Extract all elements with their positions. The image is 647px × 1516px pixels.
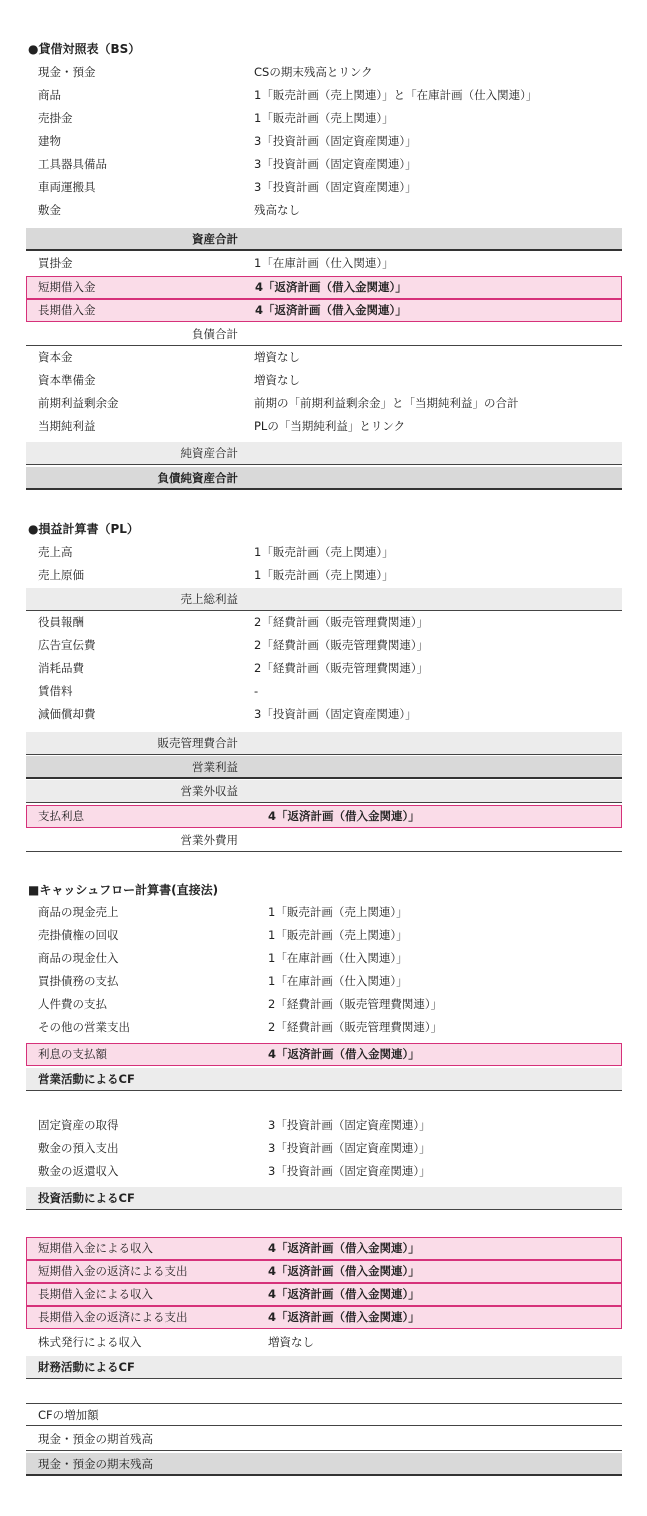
row-desc: 残高なし — [254, 203, 300, 217]
row-label: 株式発行による収入 — [38, 1335, 142, 1349]
row-desc: 1「在庫計画（仕入関連）」 — [268, 974, 408, 988]
row-desc: 増資なし — [254, 373, 300, 387]
pl-row — [26, 680, 622, 703]
bs-row — [26, 346, 622, 369]
row-label: 短期借入金 — [38, 280, 96, 294]
row-desc: 2「経費計画（販売管理費関連）」 — [254, 661, 429, 675]
subtotal-label: 営業利益 — [192, 760, 238, 774]
row-desc: 3「投資計画（固定資産関連）」 — [254, 180, 417, 194]
row-label: 前期利益剰余金 — [38, 396, 119, 410]
subtotal-label: CFの増加額 — [38, 1408, 99, 1422]
bs-row — [26, 369, 622, 392]
row-desc: 4「返済計画（借入金関連）」 — [268, 809, 420, 823]
grand-total-row — [26, 467, 622, 490]
asset-total-row — [26, 228, 622, 251]
row-desc: 3「投資計画（固定資産関連）」 — [268, 1164, 431, 1178]
pl-row — [26, 564, 622, 587]
row-desc: 1「販売計画（売上関連）」 — [268, 928, 408, 942]
row-label: 売上高 — [38, 545, 73, 559]
row-label: 資本準備金 — [38, 373, 96, 387]
row-label: 敷金の預入支出 — [38, 1141, 119, 1155]
cf-row-highlight — [26, 1283, 622, 1306]
op-cf-total-row — [26, 1068, 622, 1091]
subtotal-label: 純資産合計 — [180, 446, 238, 460]
pl-title: ●損益計算書（PL） — [28, 522, 139, 536]
row-desc: 3「投資計画（固定資産関連）」 — [268, 1141, 431, 1155]
row-desc: 4「返済計画（借入金関連）」 — [255, 303, 407, 317]
subtotal-label: 資産合計 — [192, 232, 238, 246]
pl-row-highlight — [26, 805, 622, 828]
row-desc: 増資なし — [268, 1335, 314, 1349]
row-label: 売掛金 — [38, 111, 73, 125]
row-label: 当期純利益 — [38, 419, 96, 433]
row-label: 減価償却費 — [38, 707, 96, 721]
bs-row — [26, 84, 622, 107]
subtotal-label: 財務活動によるCF — [38, 1360, 135, 1374]
row-label: 商品の現金仕入 — [38, 951, 119, 965]
pl-row — [26, 657, 622, 680]
subtotal-label: 現金・預金の期首残高 — [38, 1432, 153, 1446]
row-label: 長期借入金の返済による支出 — [38, 1310, 188, 1324]
row-label: 売上原価 — [38, 568, 84, 582]
cf-row-highlight — [26, 1306, 622, 1329]
cf-row — [26, 901, 622, 924]
pl-row — [26, 634, 622, 657]
row-desc: 1「在庫計画（仕入関連）」 — [268, 951, 408, 965]
cf-row — [26, 1331, 622, 1354]
subtotal-label: 負債合計 — [192, 327, 238, 341]
row-label: 商品 — [38, 88, 61, 102]
operating-profit-row — [26, 756, 622, 779]
bs-row-highlight — [26, 276, 622, 299]
row-desc: PLの「当期純利益」とリンク — [254, 419, 406, 433]
cf-row-highlight — [26, 1260, 622, 1283]
row-desc: CSの期末残高とリンク — [254, 65, 373, 79]
opening-balance-row — [26, 1428, 622, 1451]
row-desc: 3「投資計画（固定資産関連）」 — [254, 134, 417, 148]
cf-row — [26, 1137, 622, 1160]
row-desc: 4「返済計画（借入金関連）」 — [268, 1287, 420, 1301]
bs-row — [26, 199, 622, 222]
bs-row-highlight — [26, 299, 622, 322]
row-label: 敷金の返還収入 — [38, 1164, 119, 1178]
row-label: 買掛債務の支払 — [38, 974, 119, 988]
subtotal-label: 現金・預金の期末残高 — [38, 1457, 153, 1471]
row-label: 固定資産の取得 — [38, 1118, 119, 1132]
row-label: 短期借入金の返済による支出 — [38, 1264, 188, 1278]
subtotal-label: 営業外費用 — [180, 833, 238, 847]
inv-cf-total-row — [26, 1187, 622, 1210]
cf-row — [26, 970, 622, 993]
bs-row — [26, 153, 622, 176]
row-desc: 2「経費計画（販売管理費関連）」 — [268, 1020, 443, 1034]
row-label: 役員報酬 — [38, 615, 84, 629]
row-label: 資本金 — [38, 350, 73, 364]
closing-balance-row — [26, 1453, 622, 1476]
row-label: 短期借入金による収入 — [38, 1241, 153, 1255]
row-desc: 4「返済計画（借入金関連）」 — [268, 1310, 420, 1324]
row-desc: 1「在庫計画（仕入関連）」 — [254, 256, 394, 270]
row-label: 消耗品費 — [38, 661, 84, 675]
row-label: 長期借入金による収入 — [38, 1287, 153, 1301]
subtotal-label: 売上総利益 — [180, 592, 238, 606]
cf-row — [26, 947, 622, 970]
row-label: 商品の現金売上 — [38, 905, 119, 919]
row-label: 利息の支払額 — [38, 1047, 107, 1061]
row-desc: 4「返済計画（借入金関連）」 — [255, 280, 407, 294]
row-label: 賃借料 — [38, 684, 73, 698]
bs-row — [26, 107, 622, 130]
subtotal-label: 負債純資産合計 — [157, 471, 238, 485]
liab-total-row — [26, 323, 622, 346]
bs-title: ●貸借対照表（BS） — [28, 42, 141, 56]
cf-increase-row — [26, 1403, 622, 1426]
bs-row — [26, 415, 622, 438]
row-label: 建物 — [38, 134, 61, 148]
subtotal-label: 営業活動によるCF — [38, 1072, 135, 1086]
non-op-expense-row — [26, 829, 622, 852]
cf-row-highlight — [26, 1237, 622, 1260]
row-label: その他の営業支出 — [38, 1020, 130, 1034]
cf-row — [26, 924, 622, 947]
cf-row-highlight — [26, 1043, 622, 1066]
pl-row — [26, 611, 622, 634]
row-desc: 2「経費計画（販売管理費関連）」 — [254, 615, 429, 629]
cf-row — [26, 1114, 622, 1137]
subtotal-label: 販売管理費合計 — [157, 736, 238, 750]
cf-row — [26, 1016, 622, 1039]
row-desc: 1「販売計画（売上関連）」と「在庫計画（仕入関連）」 — [254, 88, 538, 102]
gross-profit-row — [26, 588, 622, 611]
row-desc: - — [254, 684, 259, 698]
row-desc: 増資なし — [254, 350, 300, 364]
row-label: 車両運搬具 — [38, 180, 96, 194]
cf-row — [26, 1160, 622, 1183]
row-desc: 前期の「前期利益剰余金」と「当期純利益」の合計 — [254, 396, 519, 410]
row-desc: 1「販売計画（売上関連）」 — [254, 111, 394, 125]
row-desc: 2「経費計画（販売管理費関連）」 — [268, 997, 443, 1011]
equity-total-row — [26, 442, 622, 465]
bs-row — [26, 252, 622, 275]
row-label: 人件費の支払 — [38, 997, 107, 1011]
fin-cf-total-row — [26, 1356, 622, 1379]
row-desc: 3「投資計画（固定資産関連）」 — [254, 707, 417, 721]
bs-row — [26, 176, 622, 199]
pl-row — [26, 541, 622, 564]
row-desc: 4「返済計画（借入金関連）」 — [268, 1047, 420, 1061]
row-desc: 1「販売計画（売上関連）」 — [268, 905, 408, 919]
row-label: 現金・預金 — [38, 65, 96, 79]
subtotal-label: 営業外収益 — [180, 784, 238, 798]
row-desc: 2「経費計画（販売管理費関連）」 — [254, 638, 429, 652]
row-desc: 4「返済計画（借入金関連）」 — [268, 1241, 420, 1255]
row-label: 長期借入金 — [38, 303, 96, 317]
cf-row — [26, 993, 622, 1016]
row-label: 支払利息 — [38, 809, 84, 823]
row-desc: 3「投資計画（固定資産関連）」 — [254, 157, 417, 171]
row-desc: 3「投資計画（固定資産関連）」 — [268, 1118, 431, 1132]
subtotal-label: 投資活動によるCF — [38, 1191, 135, 1205]
cf-title: ■キャッシュフロー計算書(直接法) — [28, 883, 219, 897]
row-desc: 1「販売計画（売上関連）」 — [254, 568, 394, 582]
non-op-income-row — [26, 780, 622, 803]
row-desc: 4「返済計画（借入金関連）」 — [268, 1264, 420, 1278]
bs-row — [26, 61, 622, 84]
row-label: 広告宣伝費 — [38, 638, 96, 652]
row-desc: 1「販売計画（売上関連）」 — [254, 545, 394, 559]
pl-row — [26, 703, 622, 726]
sga-total-row — [26, 732, 622, 755]
row-label: 売掛債権の回収 — [38, 928, 119, 942]
row-label: 買掛金 — [38, 256, 73, 270]
bs-row — [26, 130, 622, 153]
row-label: 工具器具備品 — [38, 157, 107, 171]
bs-row — [26, 392, 622, 415]
row-label: 敷金 — [38, 203, 61, 217]
